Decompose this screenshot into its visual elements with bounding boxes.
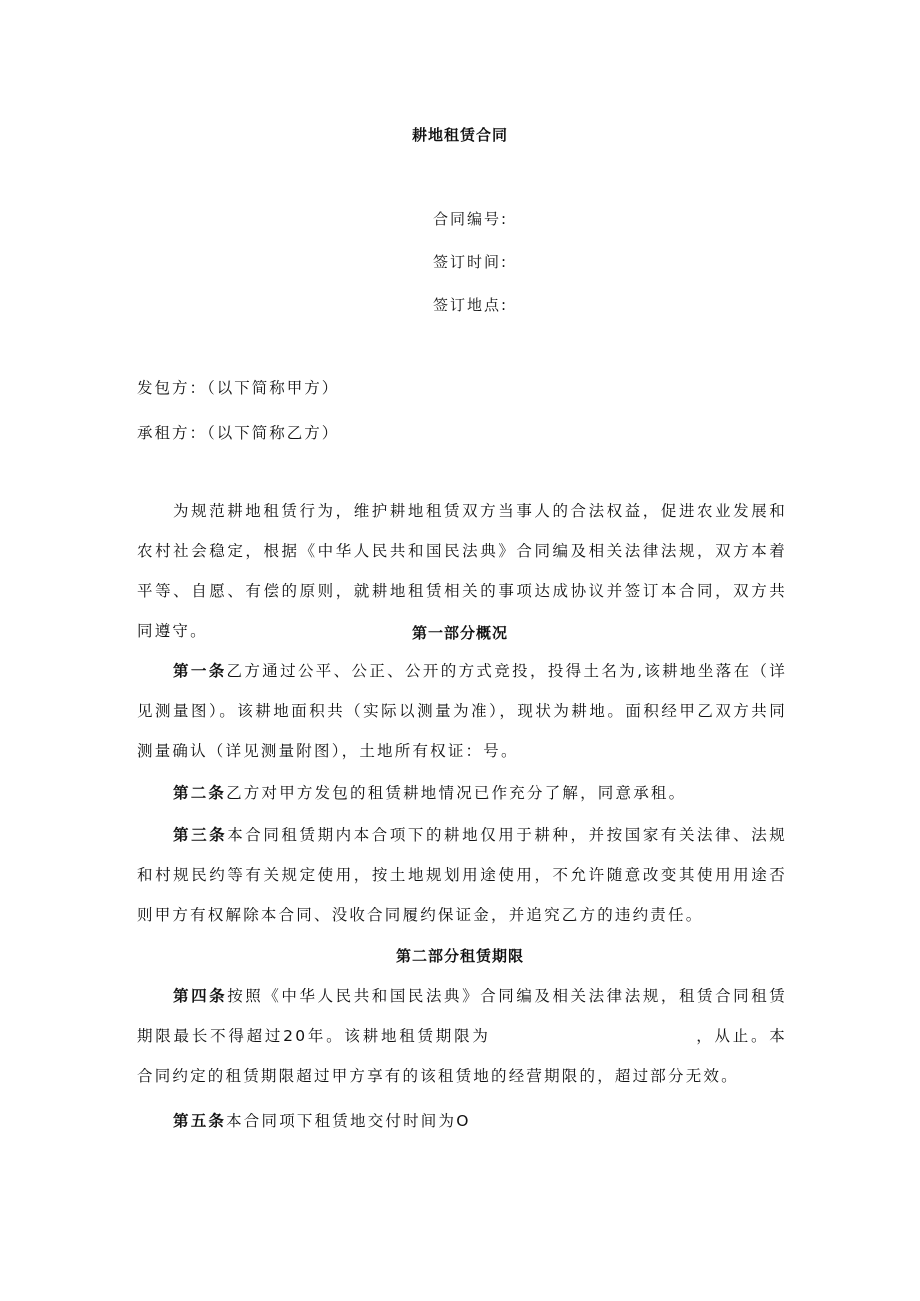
article-1-text: 乙方通过公平、公正、公开的方式竞投，投得土名为,该耕地坐落在（详见测量图）。该耕地面积共（实际以测量为准），现状为耕地。面积经甲乙双方共同测量确认（详见测量附图），土地所有权证：号。	[137, 662, 787, 760]
article-1	[137, 651, 787, 771]
article-2	[137, 773, 787, 813]
article-3	[137, 815, 787, 935]
contract-number-label: 合同编号:	[433, 210, 509, 228]
article-1-label: 第一条	[173, 662, 227, 680]
article-5-text: 本合同项下租赁地交付时间为O	[226, 1112, 471, 1130]
lessor-line: 发包方：（以下简称甲方）	[137, 379, 340, 397]
article-3-text: 本合同租赁期内本合项下的耕地仅用于耕种，并按国家有关法律、法规和村规民约等有关规定使用，按土地规划用途使用，不允许随意改变其使用用途否则甲方有权解除本合同、没收合同履约保证金，并追究乙方的违约责任。	[137, 826, 788, 924]
article-4-text-before: 按照《中华人民共和国民法典》合同编及相关法律法规，租赁合同租赁期限最长不得超过20年。该耕地租赁期限为	[137, 987, 788, 1045]
article-2-label: 第二条	[173, 784, 227, 802]
article-4-label: 第四条	[173, 987, 228, 1005]
lessee-line: 承租方：（以下简称乙方）	[137, 424, 340, 442]
article-4-text-after: ，从止。本合同约定的租赁期限超过甲方享有的该租赁地的经营期限的，超过部分无效。	[137, 1027, 787, 1085]
article-5	[137, 1101, 787, 1141]
article-5-label: 第五条	[173, 1112, 227, 1130]
article-4	[137, 976, 787, 1096]
article-3-label: 第三条	[173, 826, 228, 844]
document-title: 耕地租赁合同	[411, 126, 508, 144]
sign-time-label: 签订时间:	[433, 253, 509, 271]
part1-heading: 第一部分概况	[411, 624, 508, 642]
preamble-paragraph: 为规范耕地租赁行为，维护耕地租赁双方当事人的合法权益，促进农业发展和农村社会稳定，根据《中华人民共和国民法典》合同编及相关法律法规，双方本着平等、自愿、有偿的原则，就耕地租赁相关的事项达成协议并签订本合同，双方共同遵守。	[137, 502, 787, 640]
article-2-text: 乙方对甲方发包的租赁耕地情况已作充分了解，同意承租。	[226, 784, 687, 802]
sign-place-label: 签订地点:	[433, 296, 509, 314]
part2-heading: 第二部分租赁期限	[395, 947, 524, 965]
